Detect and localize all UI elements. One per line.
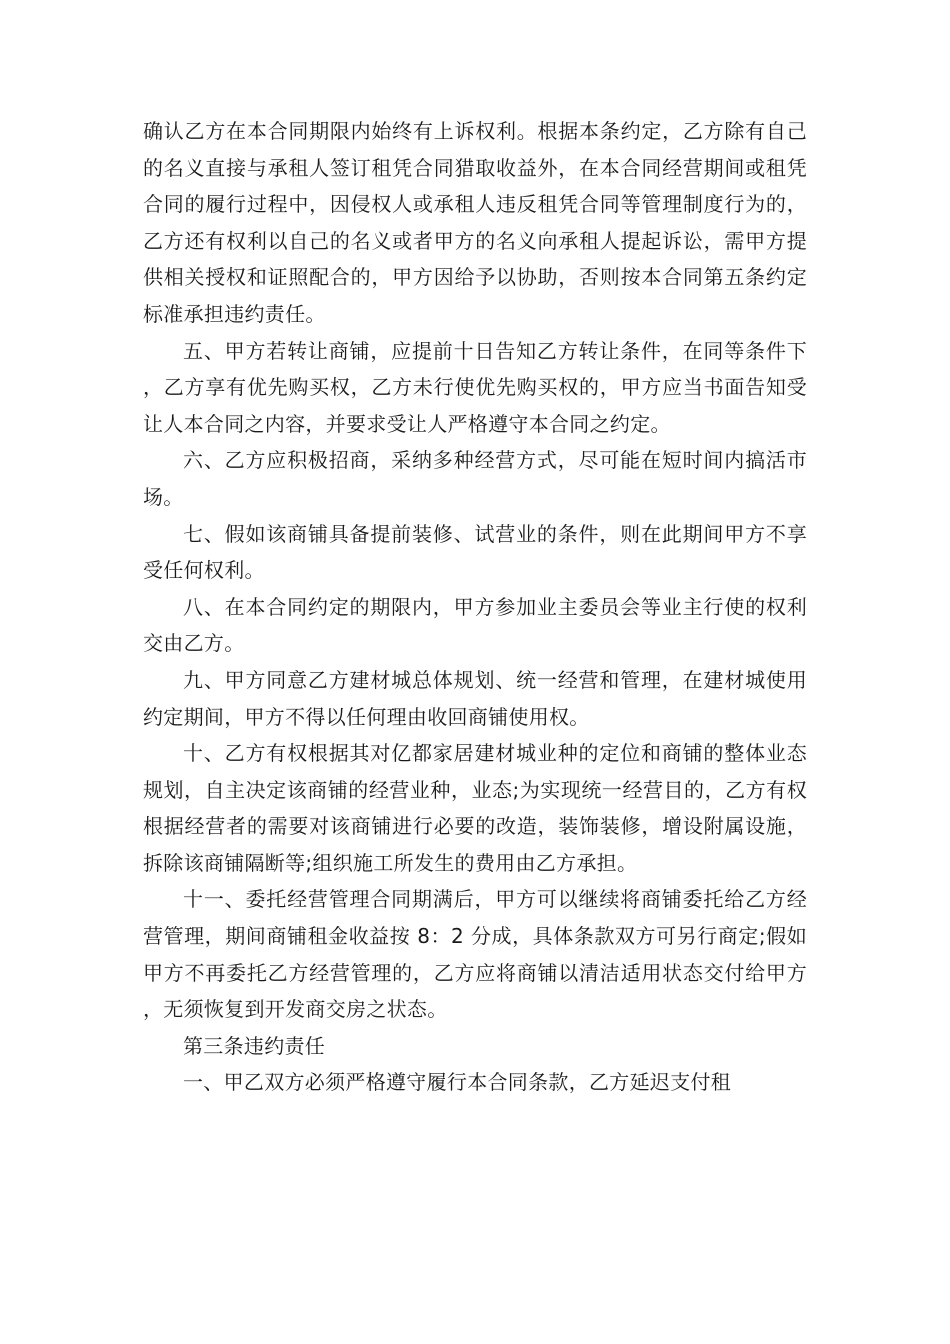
- paragraph-article-3-clause-1: 一、甲乙双方必须严格遵守履行本合同条款，乙方延迟支付租: [183, 1070, 732, 1095]
- paragraph-continuation: 确认乙方在本合同期限内始终有上诉权利。根据本条约定，乙方除有自己的名义直接与承租人签订租凭合同猎取收益外，在本合同经营期间或租凭合同的履行过程中，因侵权人或承租人违反租凭合同等管理制度行为的，乙方还有权利以自己的名义或者甲方的名义向承租人提起诉讼，需甲方提供相关授权和证照配合的，甲方因给予以协助，否则按本合同第五条约定标准承担违约责任。: [143, 119, 807, 326]
- paragraph-clause-5: 五、甲方若转让商铺，应提前十日告知乙方转让条件，在同等条件下，乙方享有优先购买权，乙方未行使优先购买权的，甲方应当书面告知受让人本合同之内容，并要求受让人严格遵守本合同之约定。: [143, 338, 807, 436]
- paragraph-clause-6: 六、乙方应积极招商，采纳多种经营方式，尽可能在短时间内搞活市场。: [143, 448, 807, 509]
- document-body: [143, 113, 807, 1101]
- paragraph-clause-11: 十一、委托经营管理合同期满后，甲方可以继续将商铺委托给乙方经营管理，期间商铺租金收益按 8：2 分成，具体条款双方可另行商定;假如甲方不再委托乙方经营管理的，乙方应将商铺以清洁适用状态交付给甲方，无须恢复到开发商交房之状态。: [143, 887, 807, 1022]
- paragraph-clause-7: 七、假如该商铺具备提前装修、试营业的条件，则在此期间甲方不享受任何权利。: [143, 521, 807, 583]
- paragraph-clause-9: 九、甲方同意乙方建材城总体规划、统一经营和管理，在建材城使用约定期间，甲方不得以任何理由收回商铺使用权。: [143, 667, 807, 729]
- section-heading-article-3: 第三条违约责任: [183, 1033, 326, 1058]
- paragraph-clause-8: 八、在本合同约定的期限内，甲方参加业主委员会等业主行使的权利交由乙方。: [143, 594, 807, 656]
- paragraph-clause-10: 十、乙方有权根据其对亿都家居建材城业种的定位和商铺的整体业态规划，自主决定该商铺的经营业种，业态;为实现统一经营目的，乙方有权根据经营者的需要对该商铺进行必要的改造，装饰装修，增设附属设施，拆除该商铺隔断等;组织施工所发生的费用由乙方承担。: [143, 741, 807, 875]
